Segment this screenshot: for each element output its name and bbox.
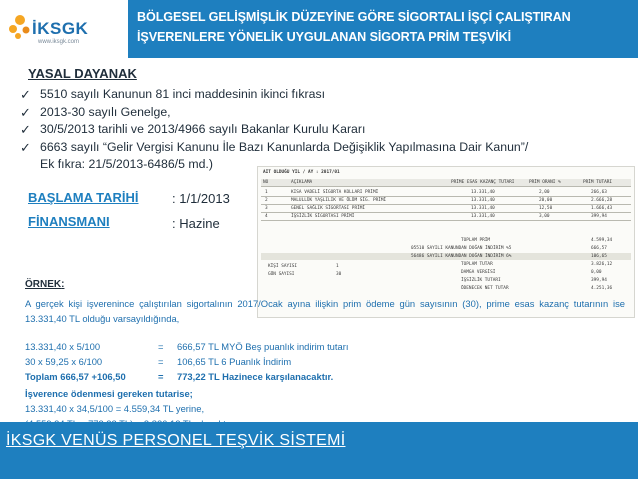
table-header-row: NO AÇIKLAMA PRİME ESAS KAZANÇ TUTARI PRİM ORANI % PRİM TUTARI	[261, 179, 631, 187]
table-total-row: DAMGA VERGİSİ 0,00	[461, 270, 602, 275]
logo-brand: İKSGK	[32, 19, 89, 38]
table-total-row: 05510 SAYILI KANUNDAN DOĞAN İNDİRİM %5 666,57	[411, 246, 607, 251]
list-item	[18, 121, 633, 139]
ornek-paragraph: A gerçek kişi işverenince çalıştırılan sigortalının 2017/Ocak ayına ilişkin prim ödeme gün sayısının (30), prime esas kazanç tutarının ise 13.331,40 TL olduğu varsayıldığında,	[25, 298, 625, 324]
table-period: AIT OLDUĞU YIL / AY : 2017/01	[263, 170, 340, 175]
gun-sayisi: GÜN SAYISI 30	[268, 272, 342, 277]
list-item-text: 30/5/2013 tarihli ve 2013/4966 sayılı Bakanlar Kurulu Kararı	[40, 122, 366, 136]
table-total-row: 56486 SAYILI KANUNDAN DOĞAN İNDİRİM 6% 106,65	[261, 253, 631, 260]
ornek-heading: ÖRNEK:	[25, 279, 65, 290]
yasal-dayanak-heading: YASAL DAYANAK	[28, 66, 137, 81]
header	[0, 0, 638, 58]
list-item-text: 2013-30 sayılı Genelge,	[40, 104, 171, 119]
finansman-value: : Hazine	[172, 216, 220, 231]
page-title	[137, 7, 637, 47]
footer-title: İKSGK VENÜS PERSONEL TEŞVİK SİSTEMİ	[6, 432, 346, 449]
table-row: 3 GENEL SAĞLIK SİGORTASI PRİMİ 13.331,40 12,50 1.666,43	[261, 205, 631, 213]
employer-heading: İşverence ödenmesi gereken tutarise;	[25, 388, 193, 399]
kisi-sayisi: KİŞİ SAYISI 1	[268, 264, 339, 269]
yasal-dayanak-list	[18, 86, 633, 174]
list-item	[18, 104, 633, 122]
list-item-continuation: Ek fıkra: 21/5/2013-6486/5 md.)	[40, 157, 213, 171]
title-line-2: İŞVERENLERE YÖNELİK UYGULANAN SİGORTA PRİM TEŞVİKİ	[137, 30, 512, 44]
baslama-tarihi-label: BAŞLAMA TARİHİ	[28, 190, 139, 205]
checkmark-icon: ✓	[20, 104, 31, 120]
table-row: 2 MALULLÜK YAŞLILIK VE ÖLÜM SİG. PRİMİ 13.331,40 20,00 2.666,28	[261, 197, 631, 205]
footer-band	[0, 422, 638, 479]
list-item-text: 6663 sayılı “Gelir Vergisi Kanunu İle Bazı Kanunlarda Değişiklik Yapılmasına Dair Kanun”/	[40, 139, 529, 154]
list-item-text: 5510 sayılı Kanunun 81 inci maddesinin ikinci fıkrası	[40, 87, 326, 101]
table-total-row: TOPLAM PRİM 4.599,34	[461, 238, 613, 243]
employer-line-1: 13.331,40 x 34,5/100 = 4.559,34 TL yerine,	[25, 403, 205, 414]
logo-subtext: www.iksgk.com	[38, 39, 80, 45]
checkmark-icon: ✓	[20, 139, 31, 155]
table-total-row: TOPLAM TUTAR 3.826,12	[461, 262, 613, 267]
table-row: 1 KISA VADELİ SİGORTA KOLLARI PRİMİ 13.331,40 2,00 266,63	[261, 189, 631, 197]
title-line-1: BÖLGESEL GELİŞMİŞLİK DÜZEYİNE GÖRE SİGORTALI İŞÇİ ÇALIŞTIRAN	[137, 10, 571, 24]
table-row: 4 İŞSİZLİK SİGORTASI PRİMİ 13.331,40 3,00 399,94	[261, 213, 631, 221]
checkmark-icon: ✓	[20, 122, 31, 137]
checkmark-icon: ✓	[20, 87, 31, 102]
table-total-row: İŞSİZLİK TUTARI 399,94	[461, 278, 607, 283]
iksgk-logo	[6, 6, 118, 52]
table-total-row: ÖDENECEK NET TUTAR 4.251,36	[461, 286, 613, 291]
finansman-label: FİNANSMANI	[28, 214, 110, 229]
list-item	[18, 86, 633, 104]
baslama-tarihi-value: : 1/1/2013	[172, 191, 230, 206]
